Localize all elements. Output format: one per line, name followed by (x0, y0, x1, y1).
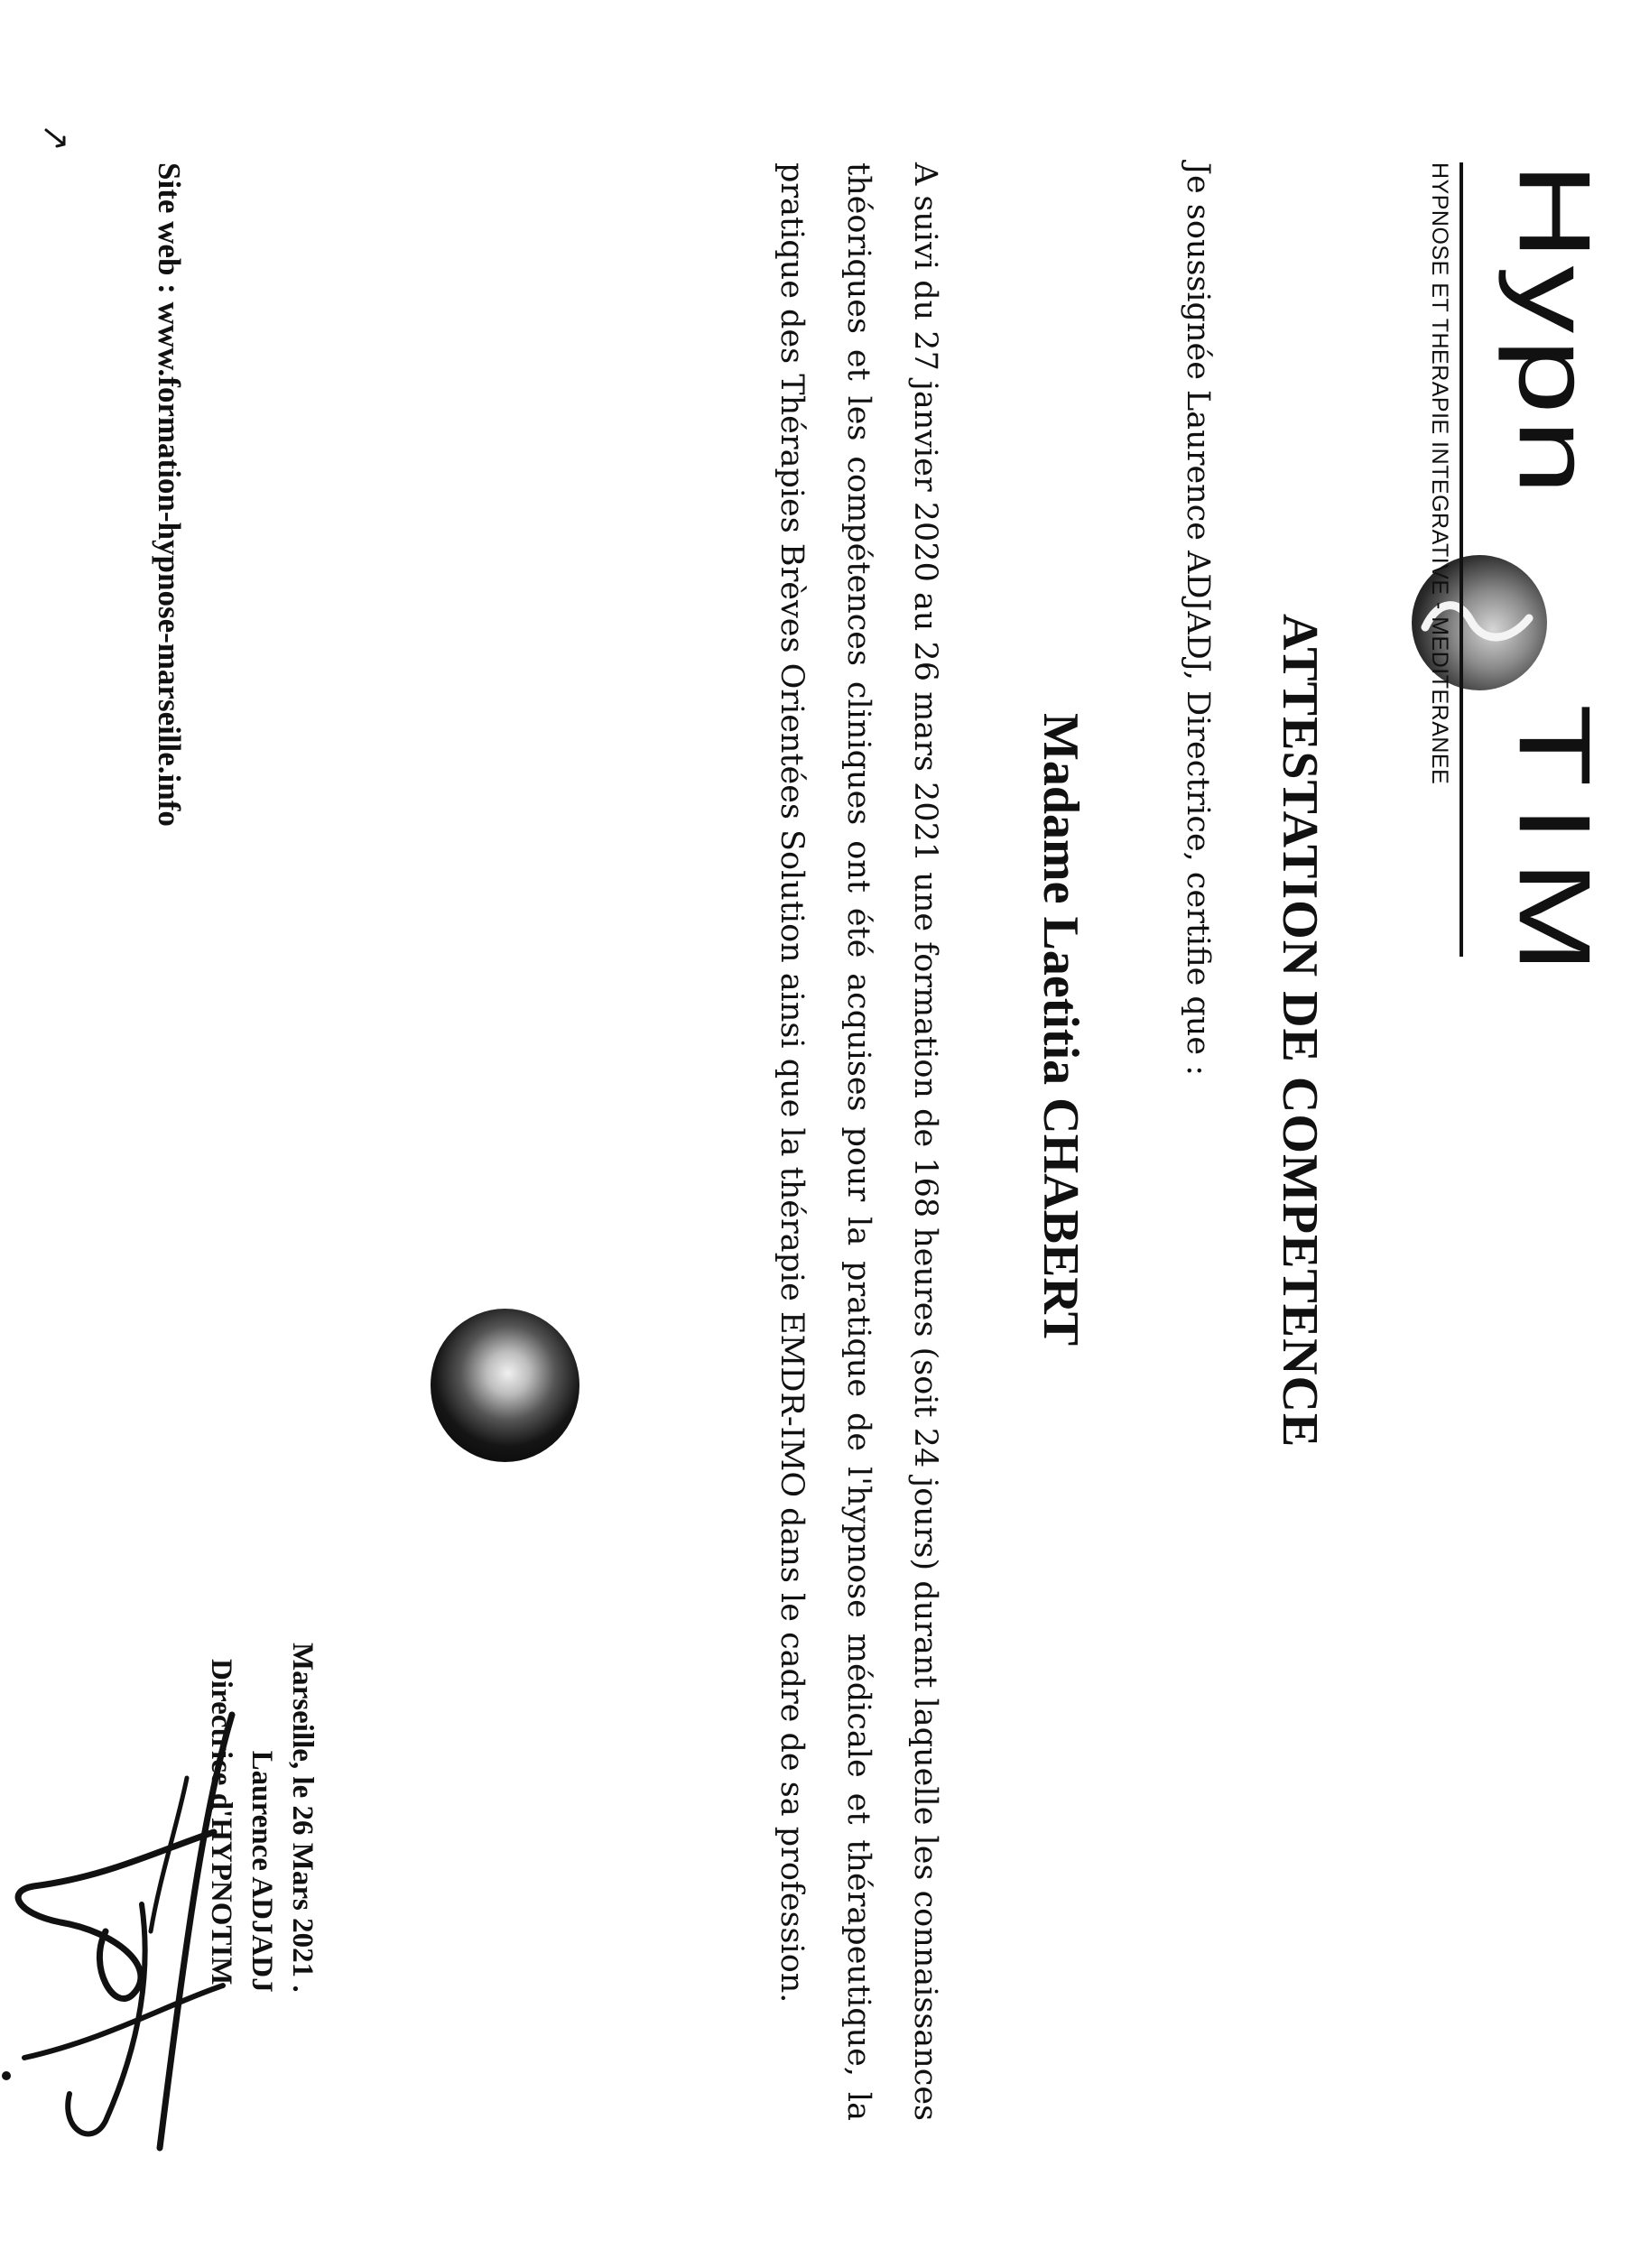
signatory-name: Laurence ADJADJ (246, 1750, 278, 1993)
logo-text-right: TIM (1497, 704, 1612, 992)
logo-text-left: Hypn (1497, 162, 1612, 501)
website-footer: Site web : www.formation-hypnose-marseille.info (152, 162, 187, 827)
recipient-name: Madame Laetitia CHABERT (1033, 713, 1089, 1347)
document-title: ATTESTATION DE COMPETENCE (1272, 614, 1328, 1449)
stamp-seal (431, 1309, 579, 1462)
arrow-mark-icon (42, 126, 70, 153)
logo-tagline: HYPNOSE ET THERAPIE INTEGRATIVE - MEDITERANEE (1427, 162, 1452, 785)
place-and-date: Marseille, le 26 Mars 2021 . (286, 1643, 319, 1993)
signatory-role: Directrice d'HYPNOTIM. (205, 1659, 237, 1993)
hypnotim-logo (1416, 162, 1615, 992)
intro-sentence: Je soussignée Laurence ADJADJ, Directrice, certifie que : (1180, 162, 1216, 1076)
handwritten-signature (0, 1697, 241, 2166)
certificate-body-text: A suivi du 27 janvier 2020 au 26 mars 2021 une formation de 168 heures (soit 24 jours) durant laquelle les connaissances théoriques et les compétences cliniques ont été acquises pour la pratique de l'hypnose médicale et thérapeutique, la pratique des Thérapies Brèves Orientées Solution ainsi que la thérapie EMDR-IMO dans le cadre de sa profession. (774, 162, 943, 2121)
logo-divider (1460, 162, 1463, 957)
